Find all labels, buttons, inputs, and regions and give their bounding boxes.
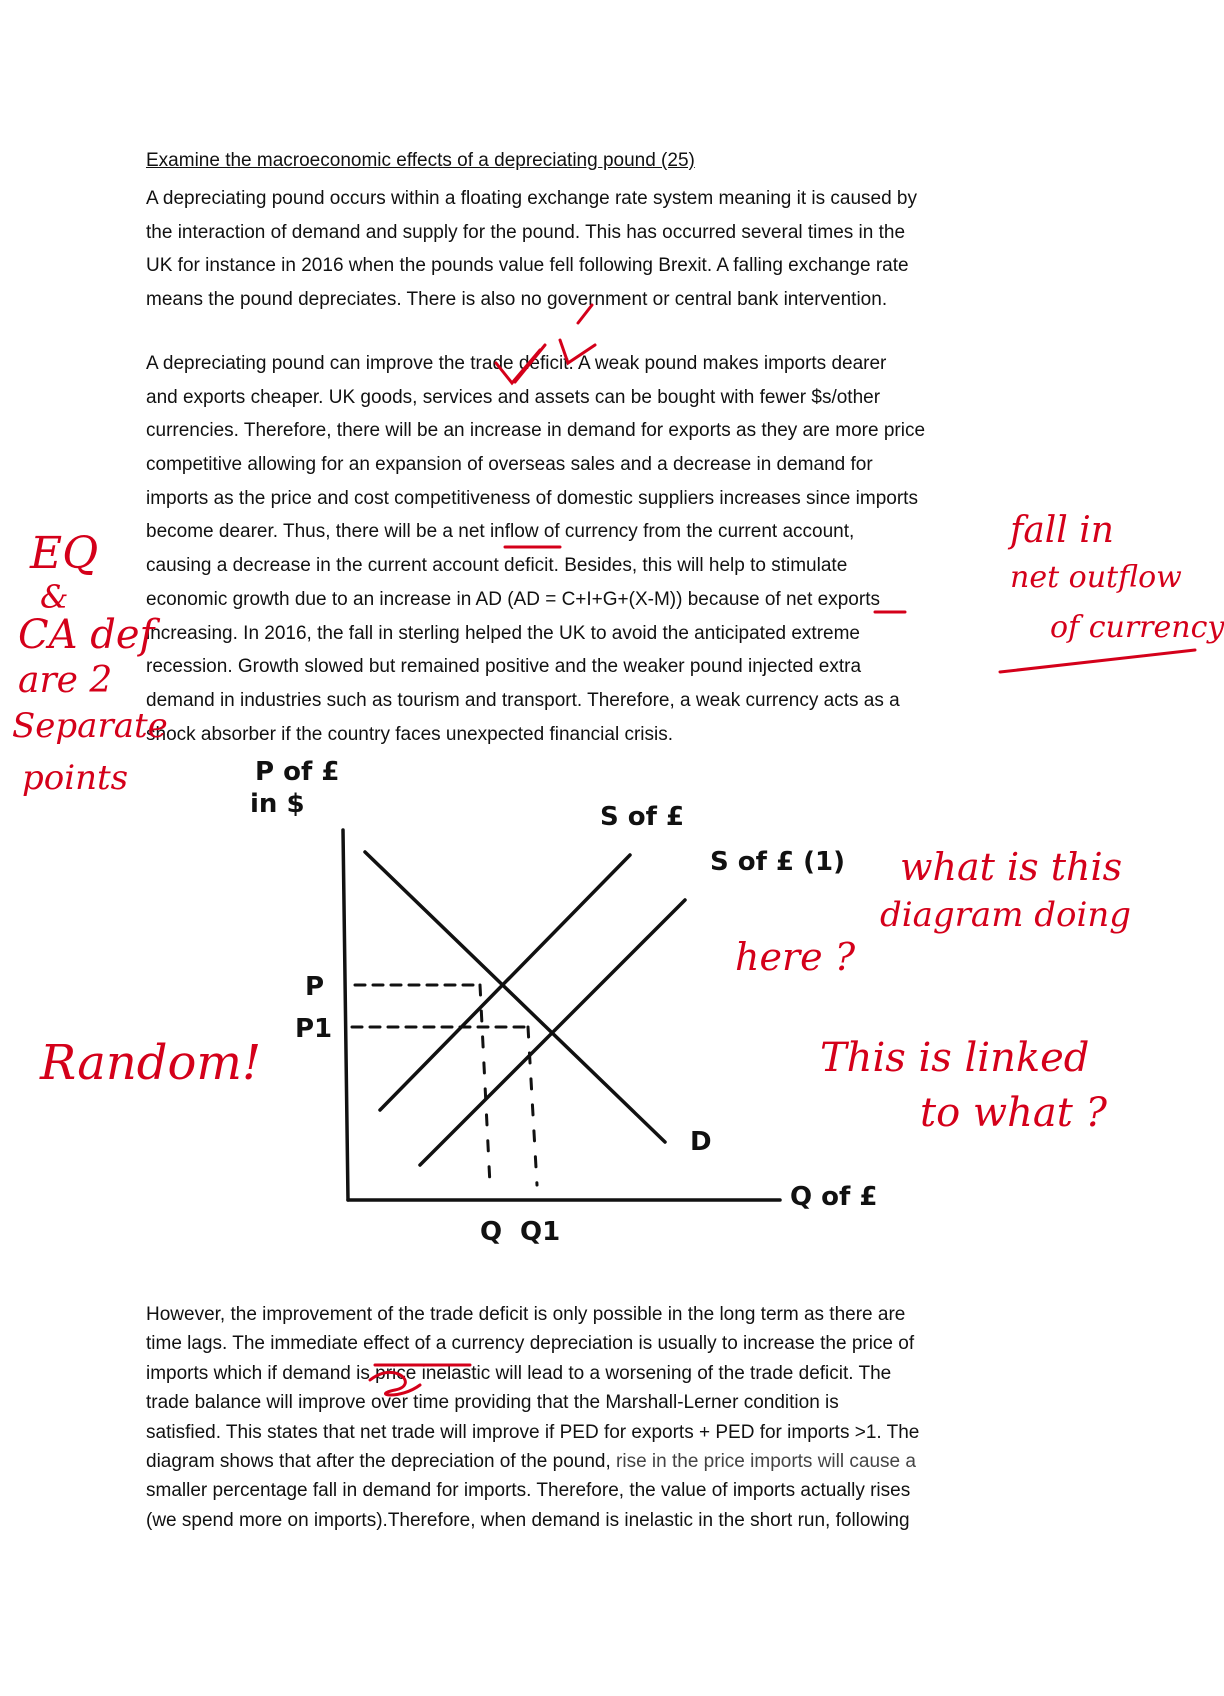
text-line: currencies. Therefore, there will be an increase in demand for exports as they are more price	[146, 420, 926, 442]
qty-q-guide	[480, 985, 490, 1185]
annotation-net-outflow: net outflow	[1010, 560, 1182, 595]
paragraph-intro	[146, 182, 1066, 317]
text-line: demand in industries such as tourism and transport. Therefore, a weak currency acts as a	[146, 689, 900, 711]
text-line: satisfied. This states that net trade will improve if PED for exports + PED for imports >1. The	[146, 1421, 920, 1443]
text-line: recession. Growth slowed but remained positive and the weaker pound injected extra	[146, 656, 862, 678]
text-line: causing a decrease in the current account deficit. Besides, this will help to stimulate	[146, 555, 848, 577]
text-line: the interaction of demand and supply for the pound. This has occurred several times in the	[146, 221, 906, 243]
annotation-of-currency: of currency	[1050, 610, 1224, 645]
annotation-to-what: to what ?	[920, 1090, 1107, 1136]
text-line: and exports cheaper. UK goods, services and assets can be bought with fewer $s/other	[146, 386, 881, 408]
paragraph-time-lags	[146, 1300, 1066, 1535]
annotation-separate: Separate	[12, 706, 168, 746]
paragraph-trade-deficit	[146, 347, 1066, 751]
essay-title: Examine the macroeconomic effects of a depreciating pound (25)	[146, 150, 695, 171]
text-line: economic growth due to an increase in AD (AD = C+I+G+(X-M)) because of net exports	[146, 588, 880, 610]
x-axis-label: Q of £	[790, 1182, 878, 1212]
text-line: A depreciating pound can improve the trade deficit. A weak pound makes imports dearer	[146, 353, 887, 374]
text-line: UK for instance in 2016 when the pounds value fell following Brexit. A falling exchange rate	[146, 255, 909, 277]
y-axis-label-unit: in $	[250, 789, 305, 819]
demand-label: D	[690, 1127, 712, 1157]
text-line: shock absorber if the country faces unexpected financial crisis.	[146, 723, 673, 745]
annotation-points: points	[22, 758, 129, 798]
annotation-eq: EQ	[30, 528, 99, 579]
price-p1-label: P1	[295, 1014, 333, 1044]
y-axis-label: P of £	[255, 757, 340, 787]
demand-curve	[365, 852, 665, 1142]
text-line: However, the improvement of the trade deficit is only possible in the long term as there are	[146, 1304, 906, 1325]
text-segment: diagram shows that after the depreciation of the pound,	[146, 1450, 617, 1472]
text-line: become dearer. Thus, there will be a net inflow of currency from the current account,	[146, 521, 855, 543]
text-line: smaller percentage fall in demand for imports. Therefore, the value of imports actually rises	[146, 1480, 911, 1502]
text-line: means the pound depreciates. There is also no government or central bank intervention.	[146, 289, 888, 311]
annotation-fall-in: fall in	[1010, 510, 1114, 551]
annotation-here: here ?	[735, 935, 856, 979]
text-line: trade balance will improve over time providing that the Marshall-Lerner condition is	[146, 1392, 839, 1414]
text-line: imports which if demand is price inelastic will lead to a worsening of the trade deficit. The	[146, 1362, 892, 1384]
text-segment-grey: rise in the price imports will cause a	[616, 1450, 916, 1472]
annotation-this-is-linked: This is linked	[820, 1035, 1090, 1081]
text-line: increasing. In 2016, the fall in sterling helped the UK to avoid the anticipated extreme	[146, 622, 860, 644]
text-line: A depreciating pound occurs within a floating exchange rate system meaning it is caused by	[146, 188, 918, 209]
qty-q-label: Q	[480, 1217, 503, 1247]
supply-label: S of £	[600, 802, 685, 832]
text-line: competitive allowing for an expansion of overseas sales and a decrease in demand for	[146, 454, 873, 476]
text-line	[146, 1447, 1066, 1476]
annotation-what-is-this: what is this	[900, 845, 1123, 889]
annotation-ampersand: &	[40, 578, 69, 616]
annotation-diagram-doing: diagram doing	[880, 895, 1132, 935]
supply-1-label: S of £ (1)	[710, 847, 846, 877]
annotation-random: Random!	[40, 1035, 262, 1091]
text-line: imports as the price and cost competitiveness of domestic suppliers increases since imports	[146, 487, 918, 509]
qty-q1-label: Q1	[520, 1217, 561, 1247]
annotation-ca-def: CA def	[18, 612, 155, 658]
price-p-label: P	[305, 972, 325, 1002]
text-line: (we spend more on imports).Therefore, when demand is inelastic in the short run, following	[146, 1509, 910, 1531]
annotation-are-2: are 2	[18, 660, 113, 701]
y-axis	[343, 830, 348, 1200]
supply-demand-diagram	[250, 757, 940, 1247]
text-line: time lags. The immediate effect of a currency depreciation is usually to increase the price of	[146, 1333, 915, 1355]
